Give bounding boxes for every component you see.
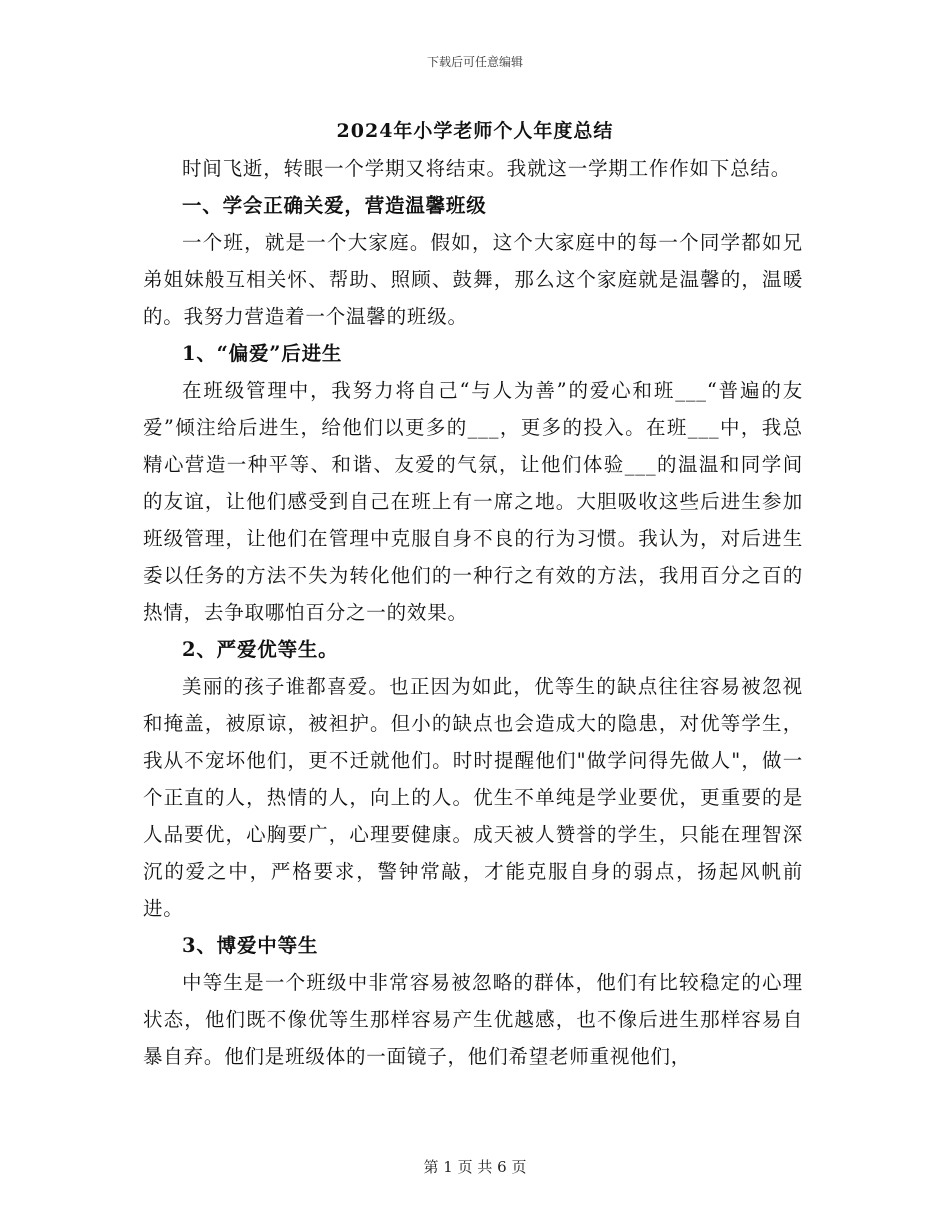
section-heading-1: 一、学会正确关爱，营造温馨班级 [182,194,487,217]
intro-paragraph: 时间飞逝，转眼一个学期又将结束。我就这一学期工作作如下总结。 [182,157,792,180]
paragraph-class-family: 一个班，就是一个大家庭。假如，这个大家庭中的每一个同学都如兄弟姐妹般互相关怀、帮助、照顾、鼓舞，那么这个家庭就是温馨的，温暖的。我努力营造着一个温馨的班级。 [143,231,803,328]
paragraph-top-students: 美丽的孩子谁都喜爱。也正因为如此，优等生的缺点往往容易被忽视和掩盖，被原谅，被袒护。但小的缺点也会造成大的隐患，对优等学生，我从不宠坏他们，更不迁就他们。时时提醒他们"做学问得先做人"，做一个正直的人，热情的人，向上的人。优生不单纯是学业要优，更重要的是人品要优，心胸要广，心理要健康。成天被人赞誉的学生，只能在理智深沉的爱之中，严格要求，警钟常敲，才能克服自身的弱点，扬起风帆前进。 [143,675,803,920]
subheading-top-students: 2、严爱优等生。 [182,638,339,661]
header-note: 下载后可任意编辑 [426,55,523,69]
subheading-middle-students: 3、博爱中等生 [182,934,319,957]
document-body [143,150,803,1075]
page-indicator: 第 1 页 共 6 页 [423,1158,527,1176]
subheading-underachievers: 1、“偏爱”后进生 [182,342,343,365]
paragraph-underachievers: 在班级管理中，我努力将自己“与人为善”的爱心和班___“普遍的友爱”倾注给后进生，给他们以更多的___，更多的投入。在班___中，我总精心营造一种平等、和谐、友爱的气氛，让他们体验___的温温和同学间的友谊，让他们感受到自己在班上有一席之地。大胆吸收这些后进生参加班级管理，让他们在管理中克服自身不良的行为习惯。我认为，对后进生委以任务的方法不失为转化他们的一种行之有效的方法，我用百分之百的热情，去争取哪怕百分之一的效果。 [143,379,803,624]
page-title: 2024年小学老师个人年度总结 [336,120,614,142]
paragraph-middle-students: 中等生是一个班级中非常容易被忽略的群体，他们有比较稳定的心理状态，他们既不像优等生那样容易产生优越感，也不像后进生那样容易自暴自弃。他们是班级体的一面镜子，他们希望老师重视他们， [143,971,803,1068]
